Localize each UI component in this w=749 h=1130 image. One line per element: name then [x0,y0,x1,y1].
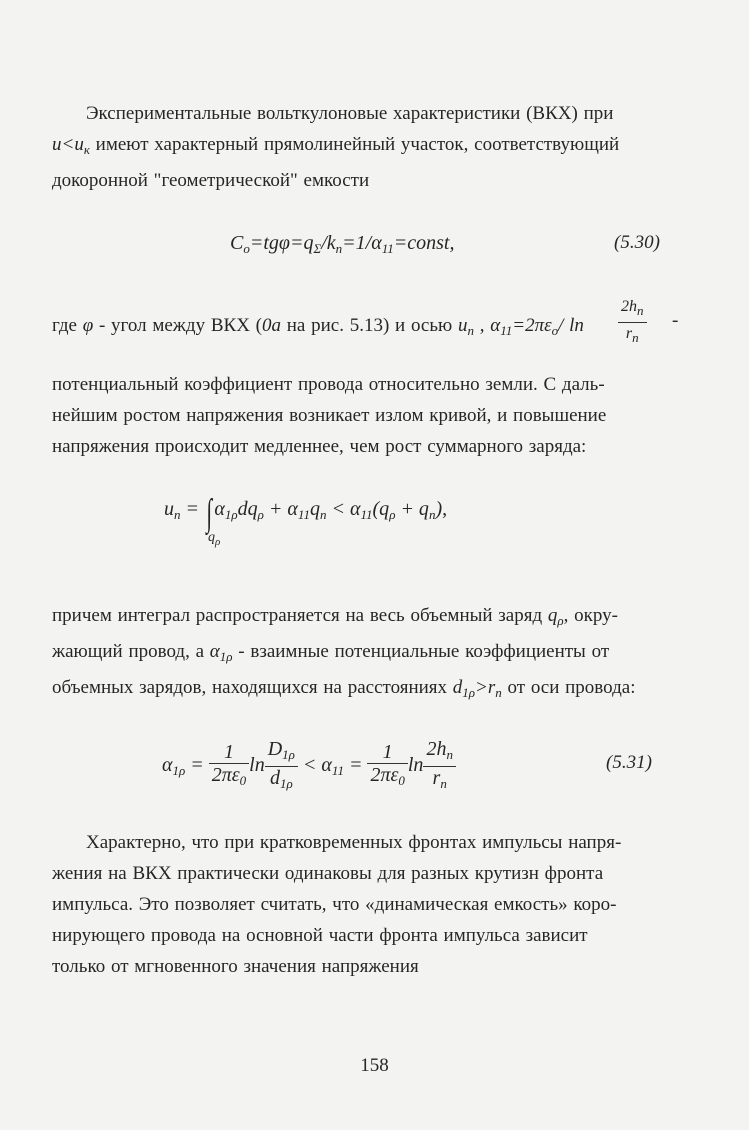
math-symbol: D [267,738,283,760]
math-symbol: / ln [558,315,584,336]
text-line [52,129,688,165]
math-subscript: ρ [215,536,221,548]
math-subscript: 1ρ [462,685,476,700]
math-symbol: + α [263,498,298,520]
text-line: Экспериментальные вольткулоновые характеристики (ВКХ) при [86,103,614,124]
paragraph-dynamic-capacitance [52,827,688,858]
math-symbol: 1 [367,741,407,764]
math-symbol: u [457,315,468,336]
math-symbol: (q [372,498,390,520]
math-symbol: d [269,767,280,789]
paragraph-vkh-intro-cont [52,129,688,196]
math-symbol: q [309,498,320,520]
text-fragment: где [52,315,83,336]
math-symbol: 2h [426,738,447,760]
math-symbol: α [162,754,173,777]
math-subscript: 1ρ [282,747,295,762]
text-line: только от мгновенного значения напряжения [52,956,419,977]
math-symbol: ln [249,754,265,777]
math-subscript: n [632,330,639,345]
math-subscript: n [174,507,181,522]
math-symbol: r [625,325,633,342]
paragraph-vkh-intro [52,98,688,129]
math-symbol: 2πε [211,764,240,786]
equation-number-5-30: (5.30) [614,232,660,253]
text-line [52,600,688,636]
math-subscript: 1ρ [279,776,293,791]
math-symbol: q [547,605,558,626]
math-subscript: 1ρ [172,763,186,779]
math-symbol: α [490,315,501,336]
integral-lower-limit [208,530,220,548]
math-subscript: к [83,142,90,157]
text-fragment: причем интеграл распространяется на весь объемный заряд [52,605,548,626]
paragraph-where-phi [52,310,712,346]
math-subscript: ρ [389,507,396,522]
text-fragment: имеют характерный прямолинейный участок, соответствующий [89,134,620,155]
math-symbol: =const, [393,232,455,254]
math-symbol: dq [237,498,258,520]
equation-number-5-31: (5.31) [606,752,652,773]
math-subscript: 0 [239,773,247,788]
math-symbol: =2πε [512,315,552,336]
math-symbol: 1 [209,741,249,764]
math-subscript: n [440,776,447,791]
math-symbol: φ [82,315,94,336]
math-symbol: 2πε [370,764,399,786]
text-line [52,672,688,708]
math-subscript: 1ρ [224,507,238,522]
math-symbol: /k [321,232,336,254]
math-subscript: 11 [360,507,373,522]
page-number: 158 [360,1055,389,1076]
math-subscript: 11 [381,241,394,256]
paragraph-integral-explanation [52,600,688,708]
math-symbol: q [208,530,215,545]
math-symbol: C [230,232,244,254]
math-symbol: + q [395,498,429,520]
text-line: Характерно, что при кратковременных фронтах импульсы напря- [86,832,622,853]
math-subscript: 11 [331,763,344,779]
text-line [52,636,688,672]
math-subscript: n [495,685,502,700]
math-u-less-uk: u<u [52,134,84,155]
paragraph-potential-coefficient [52,369,688,462]
text-fragment: жающий провод, а [52,641,210,662]
text-fragment: от оси провода: [501,677,636,698]
math-subscript: ρ [557,613,564,628]
text-line: импульса. Это позволяет считать, что «динамическая емкость» коро- [52,894,617,915]
text-fragment: объемных зарядов, находящихся на расстояниях [52,677,453,698]
math-symbol: r [432,767,441,789]
math-symbol: 0a [262,315,281,336]
math-subscript: Σ [313,241,322,256]
fraction-D-over-d [265,738,298,795]
text-line: докоронной "геометрической" емкости [52,170,370,191]
math-subscript: n [446,747,453,762]
paragraph-dynamic-capacitance-cont [52,858,688,982]
math-subscript: o [551,323,559,338]
text-fragment: , окру- [563,605,618,626]
math-subscript: n [428,507,436,522]
text-fragment: - угол между ВКХ ( [93,315,262,336]
math-symbol: ), [435,498,448,520]
math-symbol: = [343,754,368,777]
text-fragment: на рис. 5.13) и осью [281,315,458,336]
text-fragment: , [473,315,491,336]
math-subscript: n [467,323,474,338]
text-line: жения на ВКХ практически одинаковы для разных крутизн фронта [52,863,604,884]
text-line: потенциальный коэффициент провода относительно земли. С даль- [52,374,605,395]
math-subscript: n [335,241,343,256]
math-subscript: n [637,303,644,318]
integral-sign: ∫ [206,492,213,534]
text-line: напряжения происходит медленнее, чем рост суммарного заряда: [52,436,587,457]
math-symbol: u [164,498,174,520]
math-subscript: o [243,241,250,256]
math-symbol: >r [475,677,496,698]
math-subscript: 0 [398,773,405,788]
math-symbol: α [214,498,225,520]
math-subscript: n [319,507,327,522]
math-symbol: 2h [621,298,637,315]
equation-integral [164,492,448,534]
equation-5-31 [162,738,456,795]
math-subscript: 11 [500,323,513,338]
fraction-1-over-2pi-eps0 [209,741,249,792]
text-fragment: - взаимные потенциальные коэффициенты от [232,641,610,662]
math-symbol: = [185,754,209,777]
fraction-2hn-over-rn [618,296,647,349]
math-subscript: 1ρ [219,649,233,664]
math-symbol: =1/α [342,232,382,254]
math-symbol: < α [297,754,332,777]
math-subscript: ρ [257,507,264,522]
text-line: нирующего провода на основной части фронта импульса зависит [52,925,588,946]
fraction-1-over-2pi-eps0 [367,741,407,792]
math-subscript: 11 [297,507,310,522]
math-symbol: =tgφ=q [249,232,314,254]
math-symbol: = [180,498,204,520]
text-line: нейшим ростом напряжения возникает излом кривой, и повышение [52,405,607,426]
math-symbol: α [209,641,220,662]
equation-5-30 [230,232,454,257]
math-symbol: < α [326,498,361,520]
fraction-2hn-over-rn [423,738,456,795]
math-symbol: d [452,677,463,698]
math-symbol: ln [407,754,424,777]
text-dash: - [672,310,679,331]
